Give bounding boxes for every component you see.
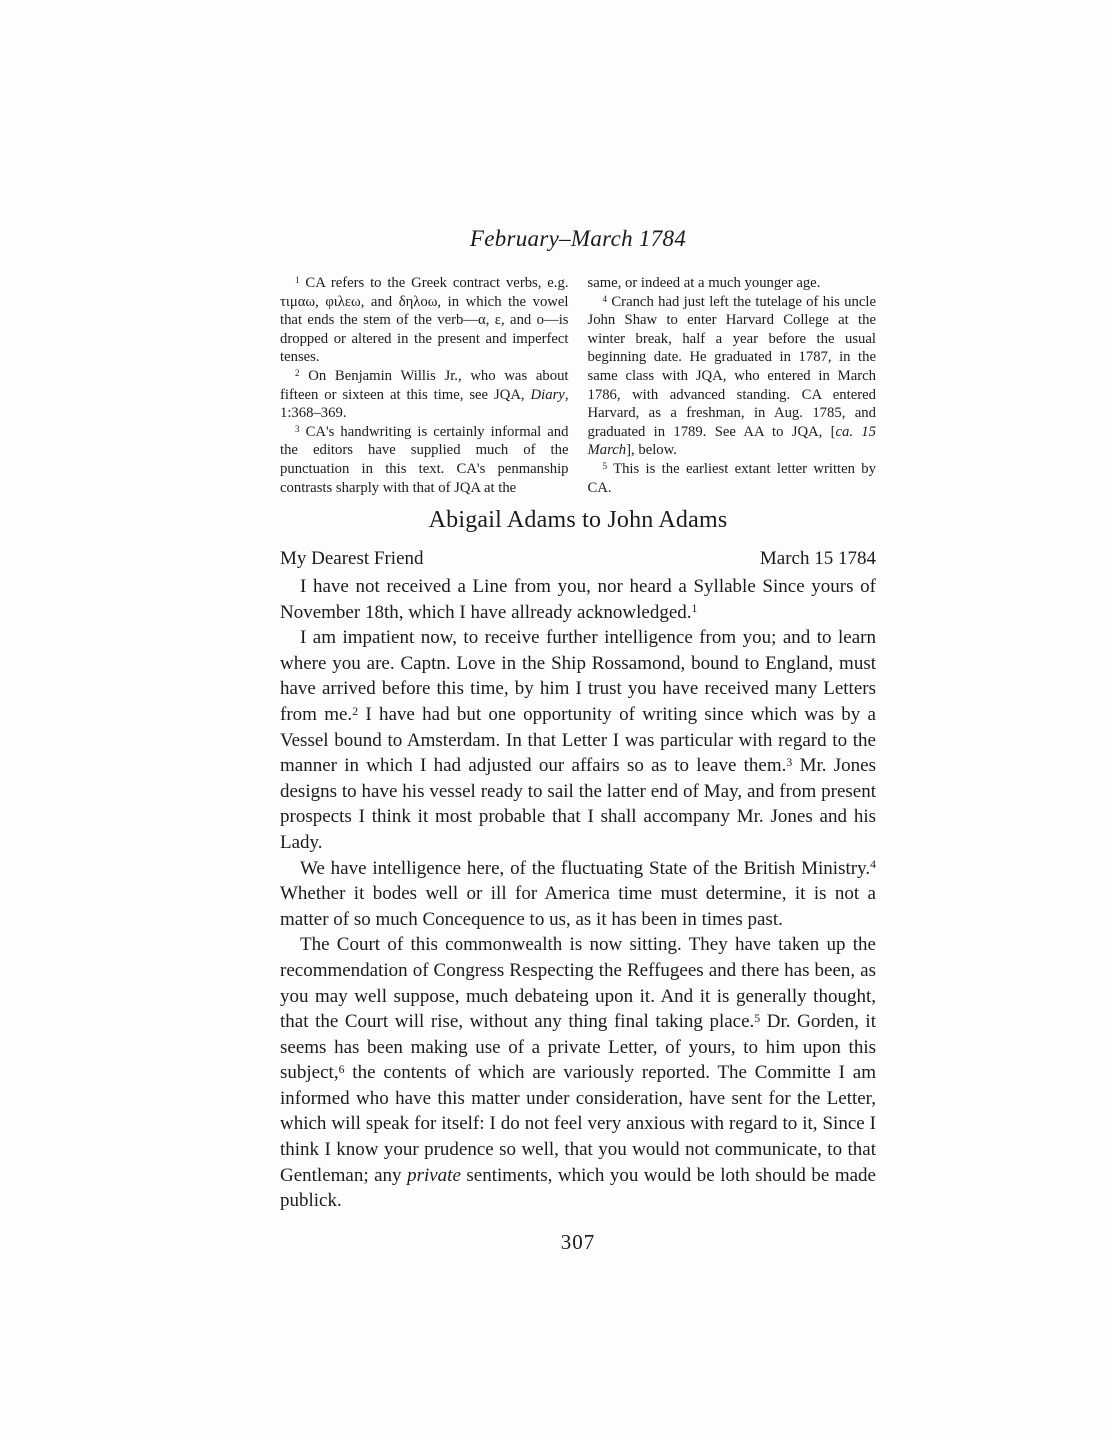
footnote-2: $^2$ On Benjamin Willis Jr., who was about fifteen or sixteen at this time, see JQA, Diary, 1:368–369. — [280, 367, 569, 422]
running-head: February–March 1784 — [469, 226, 687, 251]
footnotes-left-column — [280, 274, 569, 497]
footnotes-section — [280, 274, 876, 497]
footnote-3-continuation: same, or indeed at a much younger age. — [587, 275, 821, 291]
footnotes-right-column — [588, 274, 877, 497]
footnote-3: $^3$ CA's handwriting is certainly informal and the editors have supplied much of the punctuation in this text. CA's penmanship contrasts sharply with that of JQA at the — [280, 423, 569, 496]
dateline: March 15 1784 — [759, 548, 876, 569]
salutation-row — [280, 548, 876, 570]
footnote-5: $^5$ This is the earliest extant letter written by CA. — [587, 460, 876, 496]
body-paragraph-2: I am impatient now, to receive further intelligence from you; and to learn where you are. Captn. Love in the Ship Rossamond, bound to England, must have arrived before this time, by him I trust you have received many Letters from me.$^2$ I have had but one opportunity of writing since which was by a Vessel bound to Amsterdam. In that Letter I was particular with regard to the manner in which I had adjusted our affairs so as to leave them.$^3$ Mr. Jones designs to have his vessel ready to sail the latter end of May, and from present prospects I think it most probable that I shall accompany Mr. Jones and his Lady. — [280, 627, 876, 853]
footnote-4: $^4$ Cranch had just left the tutelage of his uncle John Shaw to enter Harvard College at the winter break, half a year before the usual beginning date. He graduated in 1787, in the same class with JQA, who entered in March 1786, with advanced standing. CA entered Harvard, as a freshman, in Aug. 1785, and graduated in 1789. See AA to JQA, [ca. 15 March], below. — [587, 293, 876, 459]
page-number: 307 — [560, 1230, 596, 1254]
body-paragraph-3: We have intelligence here, of the fluctuating State of the British Ministry.$^4$ Whether it bodes well or ill for America time must determine, it is not a matter of so much Concequence to us, as it has been in times past. — [280, 857, 876, 930]
letter-body — [280, 574, 876, 1214]
letter-title: Abigail Adams to John Adams — [428, 507, 728, 533]
footnote-1: $^1$ CA refers to the Greek contract verbs, e.g. τιμαω, φιλεω, and δηλοω, in which the vowel that ends the stem of the verb—α, ε, and ο—is dropped or altered in the present and imperfect tenses. — [280, 274, 569, 366]
salutation: My Dearest Friend — [280, 548, 424, 569]
body-paragraph-1: I have not received a Line from you, nor heard a Syllable Since yours of November 18th, which I have allready acknowledged.$^1$ — [280, 576, 876, 623]
body-paragraph-4: The Court of this commonwealth is now sitting. They have taken up the recommendation of Congress Respecting the Reffugees and there has been, as you may well suppose, much debateing upon it. And it is generally thought, that the Court will rise, without any thing final taking place.$^5$ Dr. Gorden, it seems has been making use of a private Letter, of yours, to him upon this subject,$^6$ the contents of which are variously reported. The Committe I am informed who have this matter under consideration, have sent for the Letter, which will speak for itself: I do not feel very anxious with regard to it, Since I think I know your prudence so well, that you would not communicate, to that Gentleman; any private sentiments, which you would be loth should be made publick. — [280, 934, 876, 1212]
